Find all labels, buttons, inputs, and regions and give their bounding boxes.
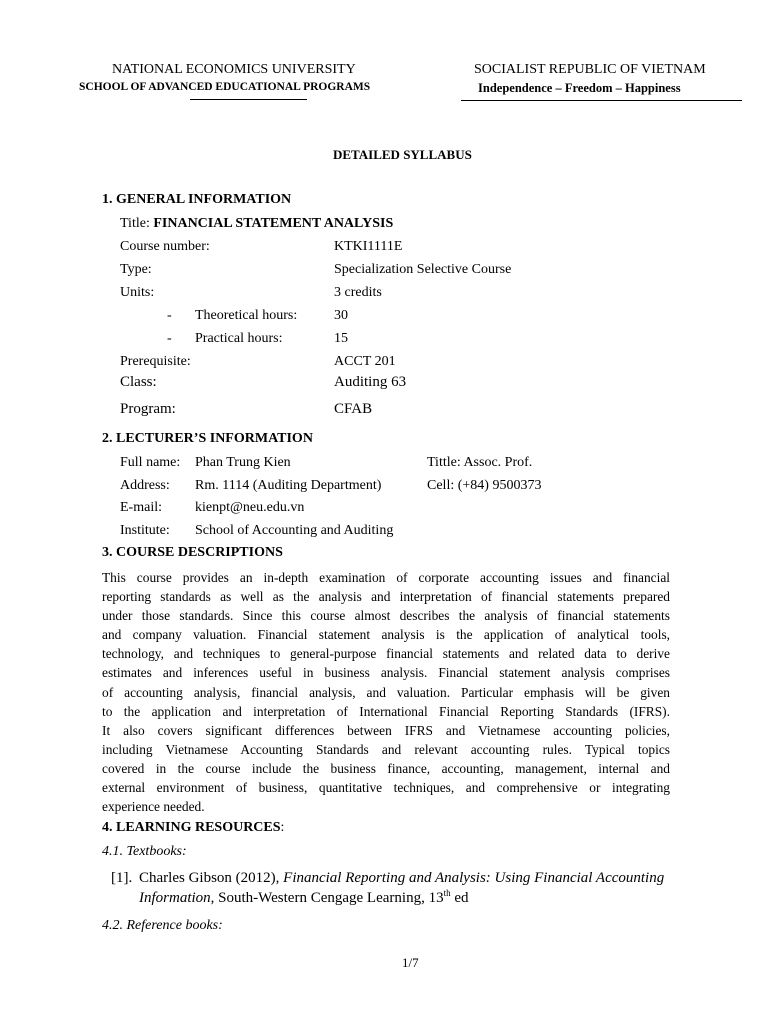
type-value: Specialization Selective Course: [334, 262, 512, 277]
left-header-rule: [190, 99, 307, 100]
section-lecturer-heading: 2. LECTURER’S INFORMATION: [102, 431, 313, 446]
prerequisite-value: ACCT 201: [334, 354, 396, 369]
theoretical-dash: -: [167, 308, 172, 323]
reference-title-part-2: Information: [139, 890, 211, 906]
description-line: It also covers significant differences between IFRS and Vietnamese accounting policies,: [102, 722, 670, 738]
description-line: of accounting analysis, financial analysis, and valuation. Particular emphasis will be given: [102, 684, 670, 700]
course-number-value: KTKI1111E: [334, 239, 403, 254]
course-description-paragraph: [102, 568, 670, 816]
theoretical-hours-value: 30: [334, 308, 348, 323]
national-motto: Independence – Freedom – Happiness: [478, 81, 681, 95]
theoretical-hours-label: Theoretical hours:: [195, 308, 298, 323]
school-name: SCHOOL OF ADVANCED EDUCATIONAL PROGRAMS: [79, 81, 371, 93]
institute-label: Institute:: [120, 523, 170, 538]
fullname-value: Phan Trung Kien: [195, 455, 291, 470]
description-line: experience needed.: [102, 799, 205, 815]
description-line: reporting standards as well as the analysis and interpretation of financial statements prepared: [102, 589, 670, 605]
description-line: and company valuation. Financial statement analysis is the application of analytical tools,: [102, 627, 670, 643]
page-number: 1/7: [402, 955, 419, 970]
resources-heading-colon: :: [280, 820, 285, 835]
reference-edition-end: ed: [450, 890, 469, 906]
practical-hours-label: Practical hours:: [195, 331, 283, 346]
reference-line-1: [139, 870, 664, 887]
prerequisite-label: Prerequisite:: [120, 354, 191, 369]
course-number-label: Course number:: [120, 239, 210, 254]
university-name: NATIONAL ECONOMICS UNIVERSITY: [112, 62, 356, 77]
description-line: technology, and techniques to general-purpose financial statements and related data to derive: [102, 646, 670, 662]
section-course-desc-heading: 3. COURSE DESCRIPTIONS: [102, 545, 283, 560]
reference-line-2: [139, 890, 469, 907]
type-label: Type:: [120, 262, 152, 277]
institute-value: School of Accounting and Auditing: [195, 523, 394, 538]
description-line: covered in the course include the business finance, accounting, management, internal and: [102, 760, 670, 776]
fullname-label: Full name:: [120, 455, 181, 470]
description-line: to the application and interpretation of International Financial Reporting Standards (IFRS).: [102, 703, 670, 719]
document-title: DETAILED SYLLABUS: [333, 147, 472, 162]
description-line: under those standards. Since this course almost describes the analysis of financial statements: [102, 608, 670, 624]
address-label: Address:: [120, 478, 170, 493]
description-line: estimates and inferences useful in business analysis. Financial statement analysis comprises: [102, 665, 670, 681]
country-name: SOCIALIST REPUBLIC OF VIETNAM: [474, 62, 706, 77]
resources-heading-text: 4. LEARNING RESOURCES: [102, 820, 281, 835]
program-label: Program:: [120, 401, 176, 417]
description-line: This course provides an in-depth examination of corporate accounting issues and financial: [102, 570, 670, 585]
course-title-row: [120, 216, 393, 232]
class-label: Class:: [120, 374, 157, 390]
reference-title-part-1: Financial Reporting and Analysis: Using Financial Accounting: [283, 870, 665, 886]
description-line: external environment of business, quantitative techniques, and comprehensive or integrating: [102, 780, 670, 796]
units-value: 3 credits: [334, 285, 382, 300]
reference-books-subheading: 4.2. Reference books:: [102, 918, 223, 933]
email-label: E-mail:: [120, 500, 162, 515]
reference-publisher: , South-Western Cengage Learning, 13: [210, 890, 444, 906]
address-value: Rm. 1114 (Auditing Department): [195, 478, 382, 493]
practical-hours-value: 15: [334, 331, 348, 346]
description-line: including Vietnamese Accounting Standards and relevant accounting rules. Typical topics: [102, 741, 670, 757]
reference-author: Charles Gibson (2012),: [139, 870, 280, 886]
reference-number: [1].: [111, 870, 133, 886]
section-resources-heading: [102, 820, 284, 836]
right-header-rule: [461, 100, 742, 101]
class-value: Auditing 63: [334, 374, 407, 390]
course-title-value: FINANCIAL STATEMENT ANALYSIS: [153, 216, 394, 231]
units-label: Units:: [120, 285, 155, 300]
email-value: kienpt@neu.edu.vn: [195, 500, 305, 515]
practical-dash: -: [167, 331, 172, 346]
lecturer-title: Tittle: Assoc. Prof.: [427, 455, 533, 470]
textbooks-subheading: 4.1. Textbooks:: [102, 844, 187, 859]
cell-phone: Cell: (+84) 9500373: [427, 478, 542, 493]
reference-edition-sup: th: [443, 888, 451, 898]
course-title-label: Title:: [120, 216, 154, 231]
section-general-heading: 1. GENERAL INFORMATION: [102, 192, 292, 207]
program-value: CFAB: [334, 401, 373, 417]
